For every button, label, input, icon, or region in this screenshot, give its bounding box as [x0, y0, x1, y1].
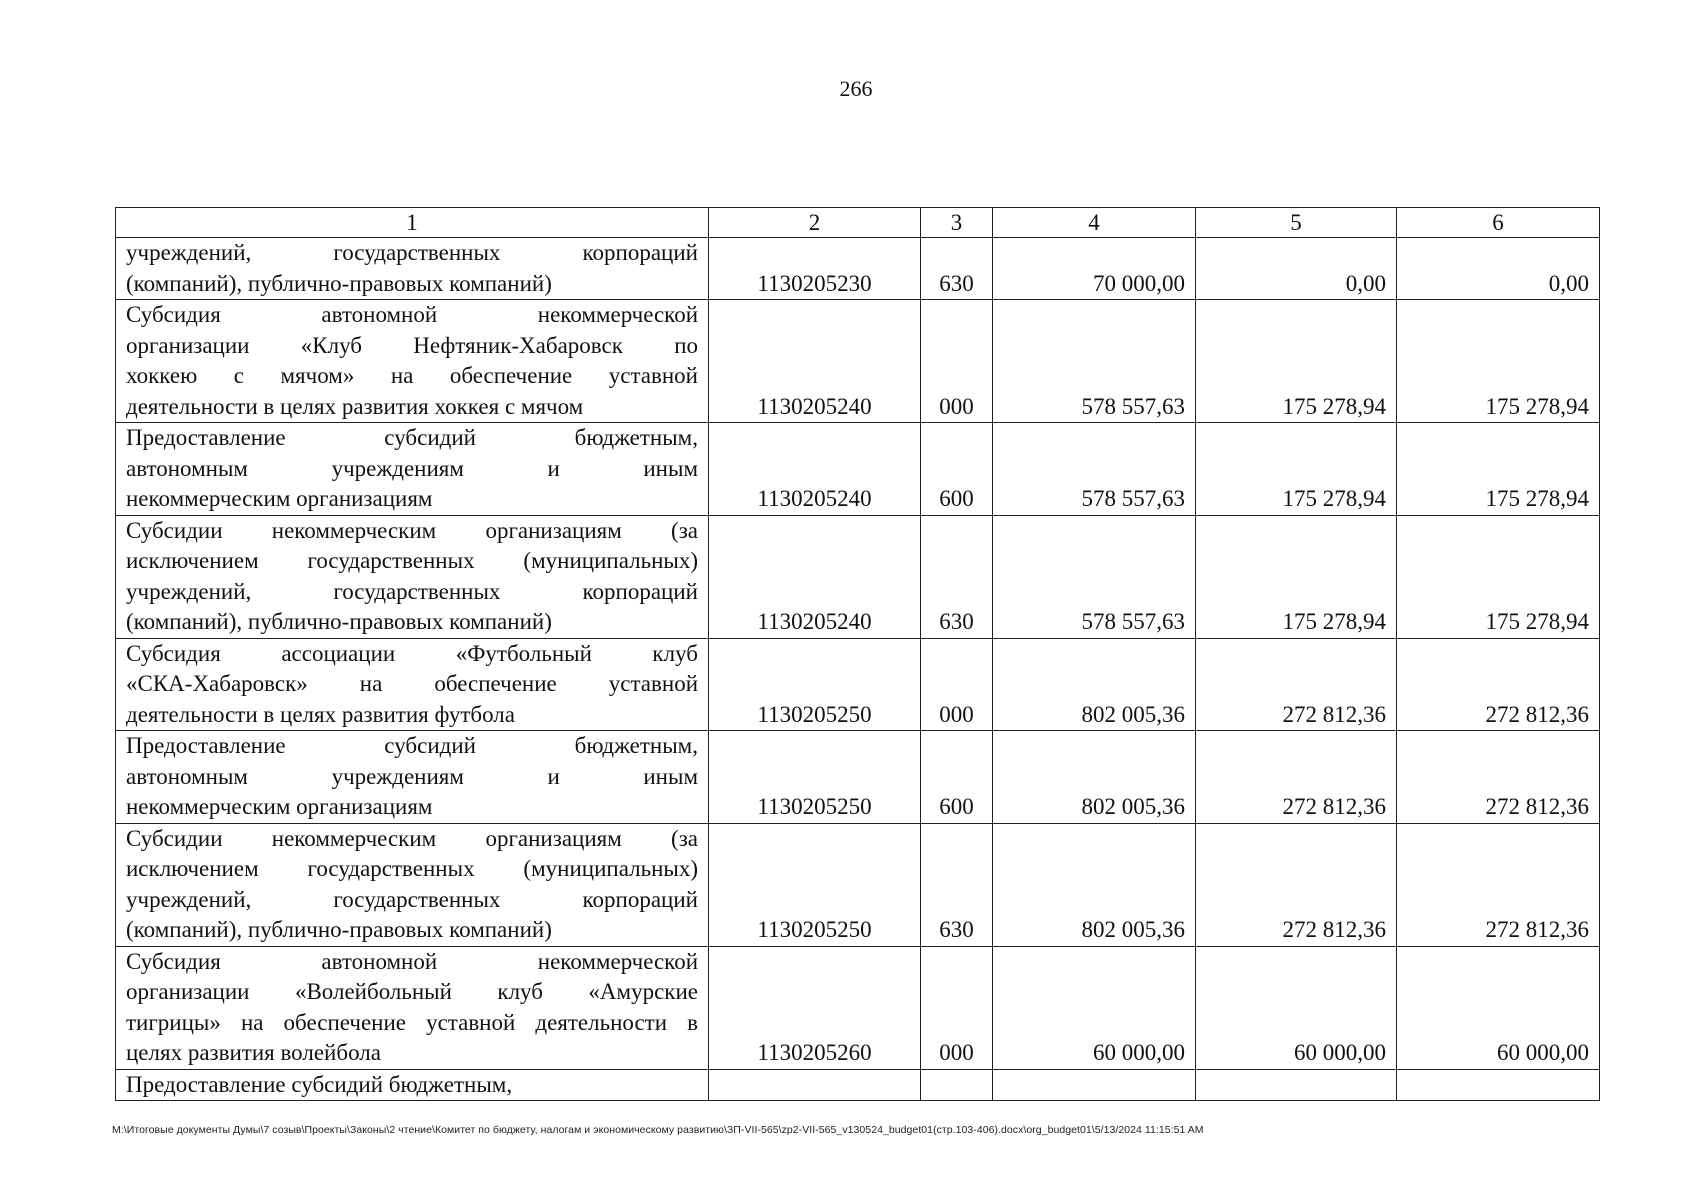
row-description	[116, 638, 709, 731]
target-article-code: 1130205240	[709, 423, 921, 516]
target-article-code: 1130205250	[709, 823, 921, 946]
description-line: деятельности в целях развития хоккея с мячом	[126, 393, 584, 419]
amount-year-1: 802 005,36	[993, 638, 1196, 731]
column-header-4: 4	[993, 208, 1196, 238]
column-header-3: 3	[921, 208, 993, 238]
description-line: учреждений, государственных корпораций	[126, 578, 698, 604]
target-article-code: 1130205240	[709, 515, 921, 638]
row-description	[116, 823, 709, 946]
description-line: некоммерческим организациям	[126, 794, 433, 819]
amount-year-1: 802 005,36	[993, 731, 1196, 824]
description-line: автономным учреждениям и иным	[126, 763, 698, 789]
description-line: учреждений, государственных корпораций	[126, 886, 698, 912]
file-path-footer: M:\Итоговые документы Думы\7 созыв\Проекты\Законы\2 чтение\Комитет по бюджету, налогам и экономическому развитию\ЗП-VII-565\zp2-VII-565_v130524_budget01(стр.103-406).docx\org_budget01\5/13/2024 11:15:51 AM	[112, 1124, 1204, 1136]
expense-type-code: 600	[921, 423, 993, 516]
table-row	[116, 946, 1600, 1069]
description-line: Субсидия автономной некоммерческой	[126, 302, 698, 327]
amount-year-1: 802 005,36	[993, 823, 1196, 946]
table-row	[116, 238, 1600, 300]
description-line: исключением государственных (муниципальных)	[126, 548, 698, 573]
amount-year-3: 175 278,94	[1397, 515, 1600, 638]
description-line: (компаний), публично-правовых компаний)	[126, 270, 552, 296]
description-line: автономным учреждениям и иным	[126, 455, 698, 481]
description-line: организации «Клуб Нефтяник-Хабаровск по	[126, 332, 698, 358]
description-line: Предоставление субсидий бюджетным,	[126, 425, 698, 450]
row-description	[116, 300, 709, 423]
description-line: некоммерческим организациям	[126, 486, 433, 511]
description-line: деятельности в целях развития футбола	[126, 701, 515, 727]
target-article-code	[709, 1069, 921, 1101]
row-description	[116, 731, 709, 824]
description-line: тигрицы» на обеспечение уставной деятельности в	[126, 1009, 698, 1035]
amount-year-3	[1397, 1069, 1600, 1101]
description-line: Предоставление субсидий бюджетным,	[126, 1071, 513, 1097]
column-header-6: 6	[1397, 208, 1600, 238]
expense-type-code: 000	[921, 946, 993, 1069]
amount-year-2	[1196, 1069, 1397, 1101]
expense-type-code: 630	[921, 238, 993, 300]
expense-type-code	[921, 1069, 993, 1101]
description-line: исключением государственных (муниципальных)	[126, 856, 698, 881]
description-line: «СКА-Хабаровск» на обеспечение уставной	[126, 671, 698, 696]
description-line: хоккею с мячом» на обеспечение уставной	[126, 363, 698, 388]
description-line: (компаний), публично-правовых компаний)	[126, 917, 552, 942]
amount-year-2: 175 278,94	[1196, 423, 1397, 516]
amount-year-3: 272 812,36	[1397, 823, 1600, 946]
column-header-2: 2	[709, 208, 921, 238]
expense-type-code: 000	[921, 300, 993, 423]
row-description	[116, 515, 709, 638]
amount-year-1: 70 000,00	[993, 238, 1196, 300]
target-article-code: 1130205250	[709, 638, 921, 731]
expense-type-code: 630	[921, 515, 993, 638]
table-row	[116, 515, 1600, 638]
amount-year-2: 60 000,00	[1196, 946, 1397, 1069]
amount-year-1: 578 557,63	[993, 515, 1196, 638]
table-row	[116, 423, 1600, 516]
budget-table	[115, 207, 1600, 1101]
row-description	[116, 1069, 709, 1101]
row-description	[116, 946, 709, 1069]
amount-year-2: 272 812,36	[1196, 638, 1397, 731]
amount-year-2: 175 278,94	[1196, 300, 1397, 423]
description-line: Субсидия автономной некоммерческой	[126, 948, 698, 974]
amount-year-3: 175 278,94	[1397, 423, 1600, 516]
target-article-code: 1130205260	[709, 946, 921, 1069]
amount-year-1: 578 557,63	[993, 423, 1196, 516]
amount-year-2: 0,00	[1196, 238, 1397, 300]
row-description	[116, 238, 709, 300]
amount-year-3: 60 000,00	[1397, 946, 1600, 1069]
amount-year-3: 272 812,36	[1397, 638, 1600, 731]
target-article-code: 1130205240	[709, 300, 921, 423]
amount-year-1	[993, 1069, 1196, 1101]
description-line: целях развития волейбола	[126, 1040, 381, 1065]
description-line: Субсидия ассоциации «Футбольный клуб	[126, 640, 698, 666]
amount-year-2: 175 278,94	[1196, 515, 1397, 638]
column-header-5: 5	[1196, 208, 1397, 238]
table-header-row	[116, 208, 1600, 238]
description-line: Субсидии некоммерческим организациям (за	[126, 517, 698, 543]
table-row	[116, 823, 1600, 946]
amount-year-1: 578 557,63	[993, 300, 1196, 423]
column-header-1: 1	[116, 208, 709, 238]
expense-type-code: 600	[921, 731, 993, 824]
expense-type-code: 630	[921, 823, 993, 946]
page-number: 266	[839, 76, 873, 101]
amount-year-2: 272 812,36	[1196, 731, 1397, 824]
amount-year-2: 272 812,36	[1196, 823, 1397, 946]
amount-year-3: 0,00	[1397, 238, 1600, 300]
table-row	[116, 731, 1600, 824]
amount-year-1: 60 000,00	[993, 946, 1196, 1069]
amount-year-3: 175 278,94	[1397, 300, 1600, 423]
description-line: организации «Волейбольный клуб «Амурские	[126, 979, 698, 1004]
target-article-code: 1130205250	[709, 731, 921, 824]
description-line: Субсидии некоммерческим организациям (за	[126, 825, 698, 851]
row-description	[116, 423, 709, 516]
table-row	[116, 300, 1600, 423]
expense-type-code: 000	[921, 638, 993, 731]
table-row	[116, 638, 1600, 731]
description-line: учреждений, государственных корпораций	[126, 240, 698, 265]
table-row	[116, 1069, 1600, 1101]
description-line: (компаний), публично-правовых компаний)	[126, 609, 552, 634]
amount-year-3: 272 812,36	[1397, 731, 1600, 824]
target-article-code: 1130205230	[709, 238, 921, 300]
description-line: Предоставление субсидий бюджетным,	[126, 733, 698, 758]
